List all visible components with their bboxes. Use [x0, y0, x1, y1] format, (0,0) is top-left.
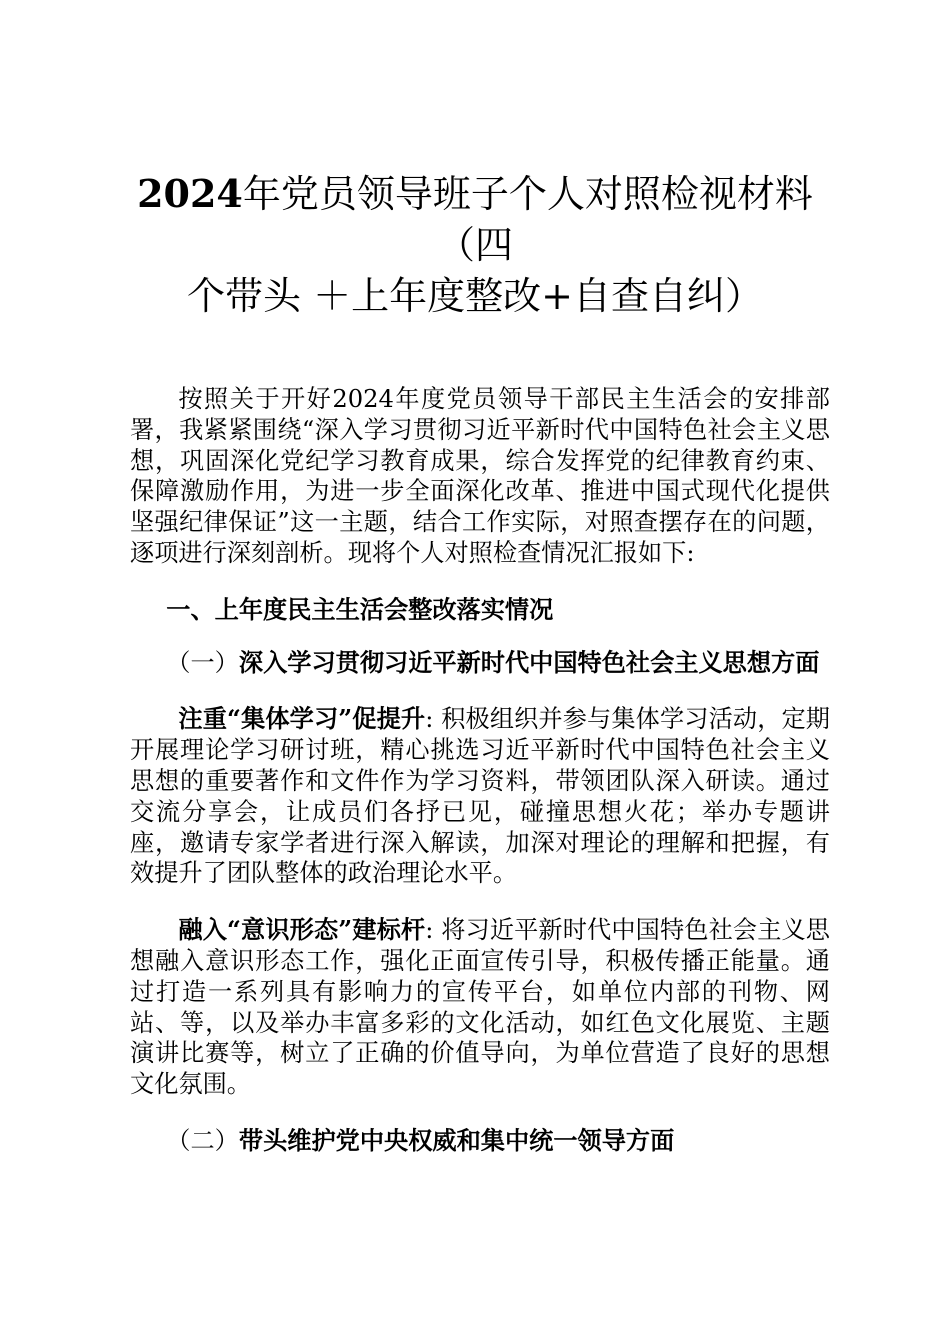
item-paragraph-2 [130, 915, 830, 1100]
item-paragraph-1 [130, 704, 830, 889]
intro-paragraph: 按照关于开好2024年度党员领导干部民主生活会的安排部署，我紧紧围绕“深入学习贯彻习近平新时代中国特色社会主义思想，巩固深化党纪学习教育成果，综合发挥党的纪律教育约束、保障激励作用，为进一步全面深化改革、推进中国式现代化提供坚强纪律保证”这一主题，结合工作实际，对照查摆存在的问题，逐项进行深刻剖析。现将个人对照检查情况汇报如下: [130, 385, 830, 567]
item-1-lead: 注重“集体学习”促提升 [178, 704, 426, 734]
item-2-colon: : [425, 916, 434, 945]
title-year: 2024 [137, 171, 243, 216]
section-heading-1: 一、上年度民主生活会整改落实情况 [166, 594, 554, 624]
subsection-2-title: 带头维护党中央权威和集中统一领导方面 [238, 1125, 675, 1155]
subsection-2-number: （二） [166, 1126, 239, 1155]
document-body [130, 384, 830, 1183]
subsection-heading-1 [130, 648, 830, 679]
subsection-1-number: （一） [166, 648, 239, 677]
subsection-heading-2 [130, 1126, 830, 1157]
title-line1: 年党员领导班子个人对照检视材料（四 [242, 172, 813, 267]
title-line2: 个带头 ＋上年度整改+自查自纠） [187, 274, 763, 318]
item-1-text: 积极组织并参与集体学习活动，定期开展理论学习研讨班，精心挑选习近平新时代中国特色社会主义思想的重要著作和文件作为学习资料，带领团队深入研读。通过交流分享会，让成员们各抒已见，碰撞思想火花；举办专题讲座，邀请专家学者进行深入解读，加深对理论的理解和把握，有效提升了团队整体的政治理论水平。 [130, 705, 830, 888]
item-1-colon: : [425, 705, 434, 734]
document-title [120, 168, 830, 322]
subsection-1-title: 深入学习贯彻习近平新时代中国特色社会主义思想方面 [238, 647, 820, 677]
item-2-text: 将习近平新时代中国特色社会主义思想融入意识形态工作，强化正面宣传引导，积极传播正能量。通过打造一系列具有影响力的宣传平台，如单位内部的刊物、网站、等，以及举办丰富多彩的文化活动，如红色文化展览、主题演讲比赛等，树立了正确的价值导向，为单位营造了良好的思想文化氛围。 [130, 916, 830, 1099]
item-2-lead: 融入“意识形态”建标杆 [178, 915, 426, 945]
